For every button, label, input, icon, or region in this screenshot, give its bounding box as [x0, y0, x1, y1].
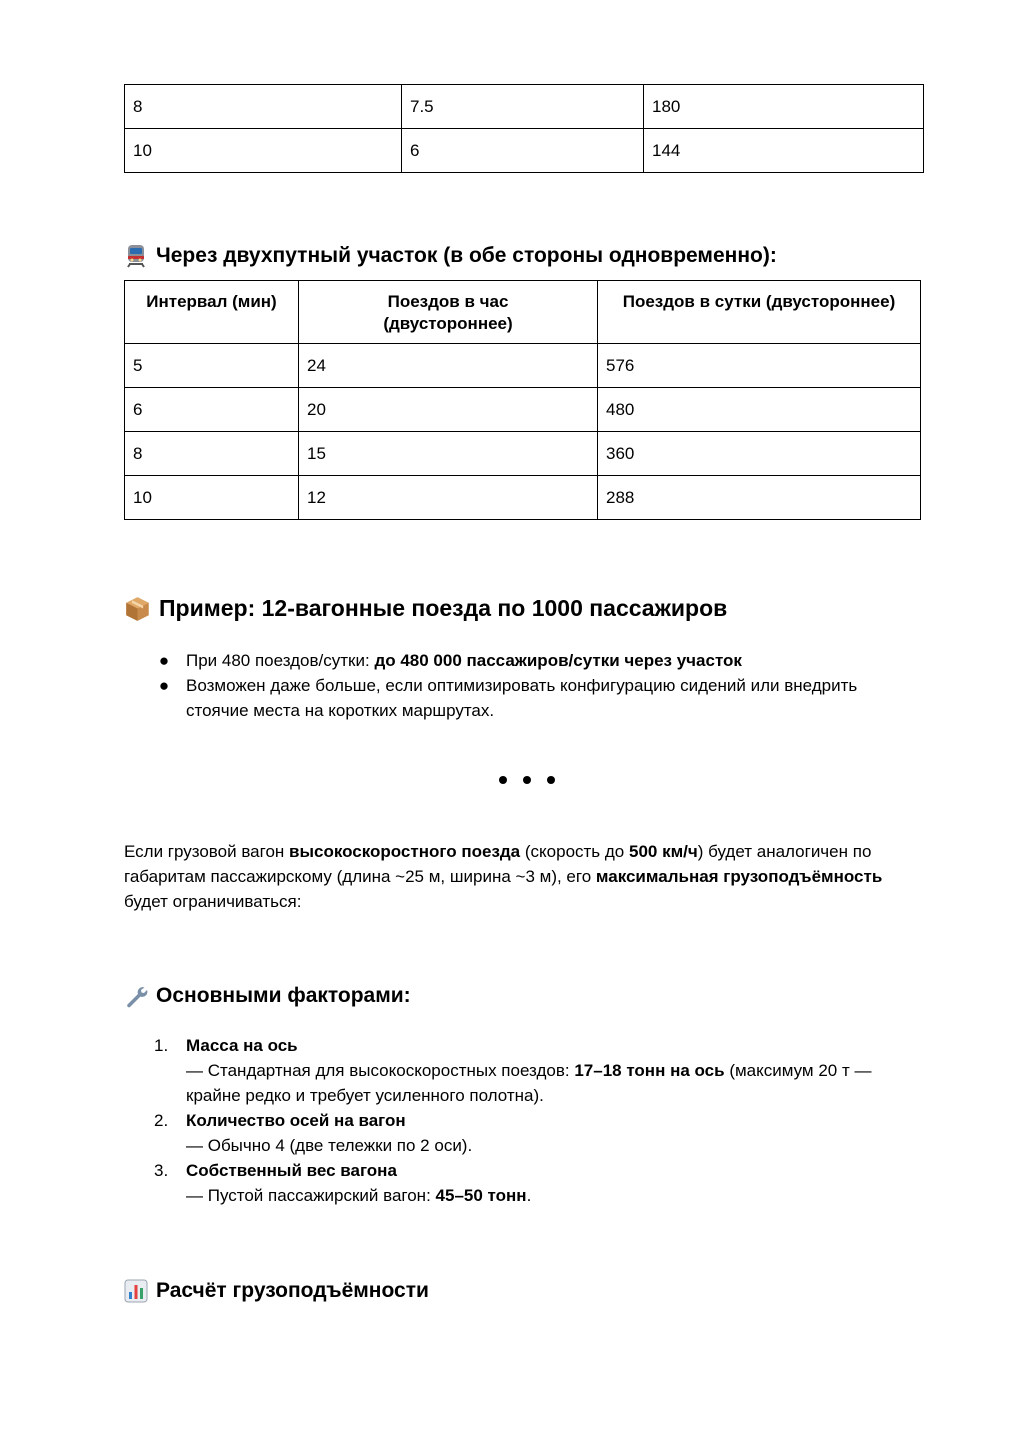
list-item	[154, 1158, 916, 1208]
section-heading-factors	[124, 984, 411, 1008]
bullet-icon: ●	[158, 676, 170, 695]
divider-dot	[499, 776, 507, 784]
wrench-icon	[124, 984, 148, 1008]
list-item	[154, 1108, 916, 1158]
column-header: Поездов в сутки (двустороннее)	[598, 281, 921, 344]
package-icon	[124, 595, 151, 622]
table-cell: 480	[598, 388, 921, 432]
list-item-title: Собственный вес вагона	[186, 1161, 397, 1180]
list-item-text: .	[526, 1186, 532, 1205]
example-bullet-list	[158, 648, 906, 723]
list-item-bold-text: 45–50 тонн	[435, 1186, 527, 1205]
intro-text: Если грузовой вагон	[124, 842, 290, 861]
table-header-row	[125, 281, 921, 344]
table-row	[125, 388, 921, 432]
intro-paragraph	[124, 839, 924, 914]
list-item-title: Количество осей на вагон	[186, 1111, 406, 1130]
table-cell: 8	[125, 85, 402, 129]
list-item	[158, 673, 866, 723]
table-cell: 20	[299, 388, 598, 432]
table-cell: 6	[125, 388, 299, 432]
table-row	[125, 129, 924, 173]
section-heading-calc	[124, 1279, 429, 1303]
table-cell: 15	[299, 432, 598, 476]
intro-bold: 500 км/ч	[628, 842, 698, 861]
intro-bold: максимальная грузоподъёмность	[595, 867, 883, 886]
list-number: 3.	[154, 1161, 169, 1180]
table-row	[125, 432, 921, 476]
table-row	[125, 344, 921, 388]
table-cell: 10	[125, 129, 402, 173]
bar-chart-icon	[124, 1279, 148, 1303]
intro-text: будет ограничиваться:	[124, 892, 302, 911]
capacity-table-double	[124, 280, 921, 520]
table-cell: 24	[299, 344, 598, 388]
column-header: Интервал (мин)	[125, 281, 299, 344]
list-item-text: — Стандартная для высокоскоростных поездов:	[186, 1061, 575, 1080]
list-number: 2.	[154, 1111, 169, 1130]
divider-dot	[547, 776, 555, 784]
list-item-text: Возможен даже больше, если оптимизировать конфигурацию сидений или внедрить стоячие места на коротких маршрутах.	[186, 676, 858, 720]
intro-text: ) будет аналогичен по габаритам пассажирскому (длина ~25 м, ширина ~3 м), его	[124, 842, 872, 886]
bullet-icon: ●	[158, 651, 170, 670]
list-item-text: При 480 поездов/сутки:	[186, 651, 375, 670]
list-item-bold-text: до 480 000 пассажиров/сутки через участок	[374, 651, 742, 670]
list-item	[154, 1033, 916, 1108]
column-header: Поездов в час (двустороннее)	[299, 281, 598, 344]
section-heading-text: Через двухпутный участок (в обе стороны одновременно):	[156, 244, 777, 267]
capacity-table-single	[124, 84, 924, 173]
section-heading-double-track	[124, 244, 777, 268]
table-row	[125, 476, 921, 520]
list-item-text: — Обычно 4 (две тележки по 2 оси).	[186, 1136, 473, 1155]
table-cell: 288	[598, 476, 921, 520]
table-cell: 5	[125, 344, 299, 388]
divider-dot	[523, 776, 531, 784]
table-cell: 10	[125, 476, 299, 520]
table-cell: 360	[598, 432, 921, 476]
intro-text: (скорость до	[520, 842, 629, 861]
table-cell: 12	[299, 476, 598, 520]
intro-bold: высокоскоростного поезда	[289, 842, 521, 861]
table-cell: 7.5	[402, 85, 644, 129]
list-item-text: (максимум 20 т — крайне редко и требует усиленного полотна).	[186, 1061, 872, 1105]
section-heading-text: Расчёт грузоподъёмности	[156, 1279, 429, 1302]
list-item-bold-text: 17–18 тонн на ось	[574, 1061, 725, 1080]
section-heading-text: Основными факторами:	[156, 984, 411, 1007]
list-item-title: Масса на ось	[186, 1036, 298, 1055]
train-icon	[124, 244, 148, 268]
list-item	[158, 648, 906, 673]
table-cell: 576	[598, 344, 921, 388]
section-heading-text: Пример: 12-вагонные поезда по 1000 пассажиров	[159, 595, 728, 621]
section-heading-example	[124, 595, 727, 622]
factors-list	[154, 1033, 916, 1208]
list-item-text: — Пустой пассажирский вагон:	[186, 1186, 436, 1205]
table-cell: 6	[402, 129, 644, 173]
table-cell: 8	[125, 432, 299, 476]
table-cell: 144	[644, 129, 924, 173]
table-row	[125, 85, 924, 129]
section-divider	[499, 776, 555, 784]
table-cell: 180	[644, 85, 924, 129]
list-number: 1.	[154, 1036, 169, 1055]
